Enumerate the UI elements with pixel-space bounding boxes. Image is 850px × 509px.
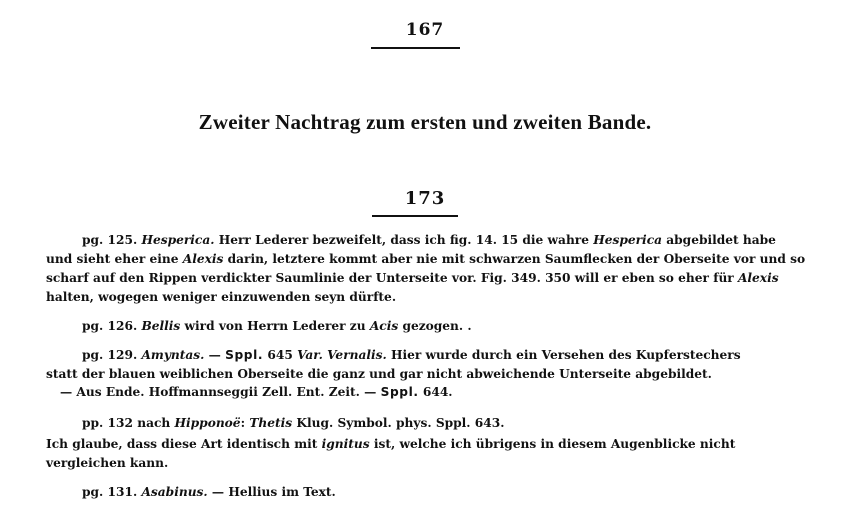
page-ref: pp. 132 nach <box>82 416 175 430</box>
entry-text: : <box>240 416 250 430</box>
entry-bellis-line-1 <box>82 318 472 334</box>
supplement-ref: Sppl. <box>380 385 419 399</box>
species-name: Acis <box>369 319 399 333</box>
section-number: 173 <box>404 188 446 209</box>
entry-text: gezogen. . <box>398 319 472 333</box>
entry-hesperica-line-2 <box>46 251 805 267</box>
page-ref: pg. 125. <box>82 233 142 247</box>
species-name: Hipponoë <box>174 416 241 430</box>
entry-text: Herr Lederer bezweifelt, dass ich fig. 14. 15 die wahre <box>214 233 594 247</box>
section-number-rule <box>372 215 458 217</box>
page-ref: pg. 129. <box>82 348 142 362</box>
entry-text: Klug. Symbol. phys. Sppl. 643. <box>292 416 505 430</box>
entry-amyntas-line-3 <box>60 384 453 400</box>
species-name: Bellis <box>141 319 181 333</box>
entry-amyntas-line-1 <box>82 347 741 363</box>
page-ref: pg. 126. <box>82 319 142 333</box>
entry-hipponoe-line-3 <box>46 455 168 471</box>
variety-name: Var. Vernalis. <box>297 348 387 362</box>
species-name: Alexis <box>737 271 779 285</box>
entry-text: — <box>204 348 226 362</box>
page-title: Zweiter Nachtrag zum ersten und zweiten Bande. <box>198 110 652 134</box>
entry-text: abgebildet habe <box>662 233 776 247</box>
entry-text: scharf auf den Rippen verdickter Saumlinie der Unterseite vor. Fig. 349. 350 will er eben so eher für <box>46 271 738 285</box>
entry-text: darin, letztere kommt aber nie mit schwarzen Saumflecken der Oberseite vor und so <box>223 252 806 266</box>
entry-text: Hier wurde durch ein Versehen des Kupferstechers <box>386 348 741 362</box>
species-name: Amyntas. <box>141 348 205 362</box>
entry-text: ist, welche ich übrigens in diesem Augenblicke nicht <box>369 437 736 451</box>
entry-hipponoe-line-2 <box>46 436 735 452</box>
species-name: Alexis <box>182 252 224 266</box>
entry-text: statt der blauen weiblichen Oberseite die ganz und gar nicht abweichende Unterseite abgebildet. <box>46 367 712 381</box>
entry-text: vergleichen kann. <box>46 456 169 470</box>
species-name: Thetis <box>249 416 293 430</box>
supplement-ref: Sppl. <box>225 348 264 362</box>
entry-asabinus-line-1 <box>82 484 336 500</box>
entry-amyntas-line-2 <box>46 366 712 382</box>
entry-text: halten, wogegen weniger einzuwenden seyn dürfte. <box>46 290 397 304</box>
entry-text: 645 <box>263 348 298 362</box>
entry-text: wird von Herrn Lederer zu <box>180 319 370 333</box>
species-name: Hesperica <box>593 233 663 247</box>
page-number: 167 <box>405 20 445 40</box>
entry-text: 644. <box>418 385 453 399</box>
entry-hesperica-line-4 <box>46 289 396 305</box>
page-ref: pg. 131. <box>82 485 142 499</box>
entry-hesperica-line-3 <box>46 270 779 286</box>
entry-hipponoe-line-1 <box>82 415 504 431</box>
species-name: ignitus <box>321 437 370 451</box>
entry-text: und sieht eher eine <box>46 252 183 266</box>
entry-text: — Hellius im Text. <box>207 485 336 499</box>
species-name: Hesperica. <box>141 233 215 247</box>
species-name: Asabinus. <box>141 485 208 499</box>
entry-text: Ich glaube, dass diese Art identisch mit <box>46 437 322 451</box>
page-number-rule <box>371 47 460 49</box>
entry-hesperica-line-1 <box>82 232 776 248</box>
entry-text: — Aus Ende. Hoffmannseggii Zell. Ent. Zeit. — <box>60 385 381 399</box>
